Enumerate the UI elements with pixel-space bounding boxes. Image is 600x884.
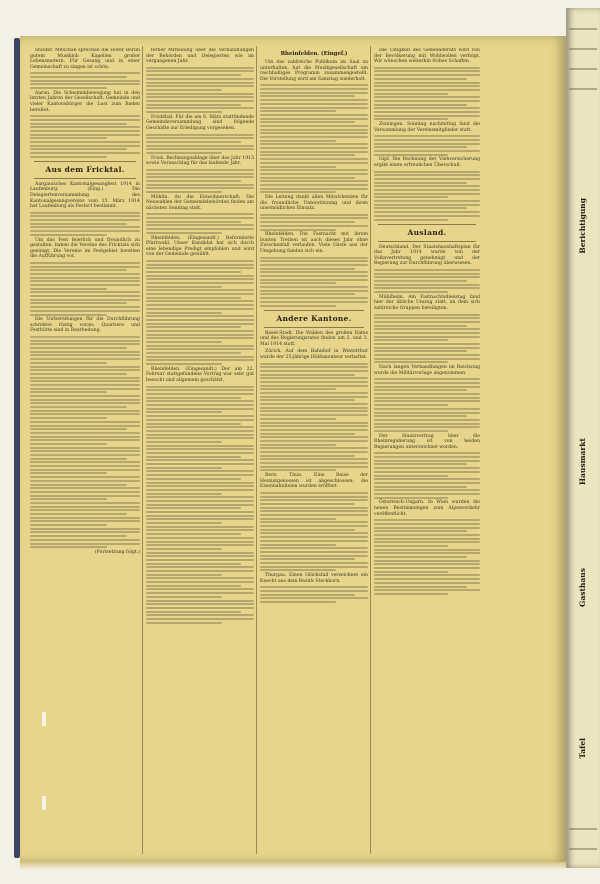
paragraph: Die Tätigkeit des Gemeinderats wird von der Bevölkerung mit Wohlwollen verfolgt. Wir wünschen weiterhin frohes Schaffen. — [374, 48, 480, 65]
newspaper-page — [20, 36, 566, 862]
column-4 — [374, 48, 480, 856]
page-edge — [20, 862, 566, 870]
section-title-andere-kantone: Andere Kantone. — [276, 313, 352, 323]
paragraph: Die Vorbereitungen für die Durchführung schreiten rüstig voran; Quartiere und Festhütte sind in Bearbeitung. — [30, 317, 140, 334]
page-tab-marker — [42, 796, 46, 810]
paragraph: Rheinfelden. (Eingesandt.) Reformierte Pfarrwahl. Unser Kandidat hat sich durch eine lebendige Predigt empfohlen und wird von der Gemeinde gewählt. — [146, 235, 254, 258]
paragraph: Frick. Rechnungsablage über das Jahr 1913 sowie Voranschlag für das laufende Jahr. — [146, 155, 254, 167]
adjacent-text-line — [569, 68, 597, 70]
text-lines — [146, 134, 254, 154]
paragraph: Mühlheim. Am Fastnachtsdienstag fand hier der übliche Umzug statt, an dem sich zahlreiche Gruppen beteiligten. — [374, 294, 480, 311]
section-title-ausland: Ausland. — [407, 227, 447, 237]
paragraph: Die Leitung dankt allen Mitwirkenden für die freundliche Unterstützung und ihren unermüdlichen Einsatz. — [260, 195, 368, 212]
paragraph: Aargauisches Kantonalgesangfest 1914 in Laufenburg. (Eing.) Die Delegiertenversammlung des Kantonalgesangvereins vom 15. März 1914 hat Laufenburg als Festort bestimmt. — [30, 181, 140, 210]
divider — [378, 241, 476, 242]
paragraph: Rheinfelden. (Eingesandt.) Der am 22. Februar stattgefundene Vortrag war sehr gut besucht und allgemein geschätzt. — [146, 366, 254, 384]
paragraph: Gipf. Die Rechnung der Viehversicherung ergibt einen erfreulichen Überschuß. — [374, 157, 480, 168]
continuation-note: (Fortsetzung folgt.) — [94, 549, 140, 555]
adjacent-text-line — [569, 28, 597, 30]
text-lines — [260, 492, 368, 571]
text-lines — [146, 386, 254, 624]
text-lines — [260, 586, 368, 603]
adjacent-text-line — [569, 88, 597, 90]
text-lines — [146, 169, 254, 193]
adjacent-page — [566, 8, 600, 868]
text-lines — [260, 84, 368, 193]
adjacent-text-line — [569, 48, 597, 50]
text-lines — [374, 519, 480, 595]
column-rule — [256, 46, 257, 854]
column-rule — [370, 46, 371, 854]
column-1 — [30, 48, 140, 856]
paragraph: Möhlin. An die Einwohnerschaft: Die Neuwahlen der Gemeindebehörden finden am nächsten Sonntag statt. — [146, 194, 254, 211]
text-lines — [260, 214, 368, 231]
text-lines — [30, 115, 140, 158]
text-lines — [146, 67, 254, 113]
adjacent-ad-heading: Berichtigung — [578, 198, 587, 254]
adjacent-ad-heading: Gasthaus — [578, 568, 587, 607]
paragraph: Deutschland. Der Staatshaushaltsplan für das Jahr 1914 wurde von der Volksvertretung genehmigt und der Regierung zur Durchführung überwiesen. — [374, 244, 480, 267]
paragraph: Rheinfelden. Die Fastnacht mit ihrem bunten Treiben ist auch dieses Jahr ohne Zwischenfall verlaufen. Viele Gäste aus der Umgebung fanden sich ein. — [260, 232, 368, 254]
text-lines — [374, 135, 480, 155]
section-title-fricktal: Aus dem Fricktal. — [45, 164, 125, 174]
text-lines — [146, 260, 254, 365]
text-lines — [260, 257, 368, 307]
text-lines — [374, 314, 480, 364]
adjacent-text-line — [569, 848, 597, 850]
paragraph: Um das Fest feierlich und freundlich zu gestalten, haben die Vereine des Fricktals sich geeinigt. Die Vereine im Festgebiet bereiten die Aufführung vor. — [30, 237, 140, 260]
text-lines — [146, 213, 254, 233]
text-lines — [374, 269, 480, 293]
text-lines — [30, 72, 140, 89]
column-rule — [142, 46, 143, 854]
paragraph: Um das zahlreiche Publikum im Saal zu unterhalten, hat die Musikgesellschaft ein reichhaltiges Programm zusammengestellt. Die Vorstellung wird am Samstag wiederholt. — [260, 60, 368, 82]
divider — [264, 310, 364, 311]
text-lines — [30, 336, 140, 548]
page-tab-marker — [42, 712, 46, 726]
paragraph: Zürich. Auf dem Bahnhof in Winterthur wurde der 25-jährige Hülfsmonteur verhaftet. — [260, 349, 368, 360]
divider — [34, 161, 136, 162]
paragraph: Bern. Thun. Eine Reise der Heimatgenossen ist abgeschlossen; die Eisenbahnlinien wurden eröffnet. — [260, 473, 368, 490]
paragraph: Basel-Stadt. Die Wahlen des großen Rates und des Regierungsrates finden am 2. und 3. Mai 1914 statt. — [260, 330, 368, 347]
paragraph: Österreich-Ungarn. In Wien wurden die neuen Bestimmungen zum Alpenverkehr veröffentlicht. — [374, 500, 480, 517]
text-lines — [374, 67, 480, 121]
paragraph: Nach langen Verhandlungen im Reichstag wurde die Militärvorlage angenommen. — [374, 365, 480, 376]
paragraph: Aarau. Die Schwimmbewegung hat in den letzten Jahren der Gesellschaft, Gemeinde und vieler Kantonsbürger die Lust zum Baden bereitet. — [30, 90, 140, 113]
subheading: Rheinfelden. (Eingef.) — [280, 51, 348, 57]
text-lines — [260, 363, 368, 472]
paragraph: Thurgau. Einen Glücksfall verzeichnet ein Knecht aus dem Bezirk Steckborn. — [260, 573, 368, 584]
divider — [378, 224, 476, 225]
adjacent-ad-heading: Tafel — [578, 738, 587, 759]
column-3 — [260, 48, 368, 856]
text-lines — [30, 262, 140, 316]
paragraph: ferner Mitteilung über die Verhandlungen der Behörden und Delegierten wie im vergangenen Jahr. — [146, 48, 254, 65]
divider — [34, 178, 136, 179]
column-2 — [146, 48, 254, 856]
adjacent-text-line — [569, 828, 597, 830]
text-lines — [374, 452, 480, 498]
text-lines — [30, 212, 140, 236]
paragraph: Zeiningen. Sonntag nachmittag fand die Versammlung der Vereinsmitglieder statt. — [374, 122, 480, 133]
paragraph: Staufer. Mitschab sprechen die Hörer Berlin gutem Musiklob Kapellen großer Lebensmetern. Für Gesang und in einer Gemeinschaft zu singen ist schön. — [30, 48, 140, 70]
adjacent-ad-heading: Hausmarkt — [578, 438, 587, 486]
text-lines — [374, 171, 480, 221]
text-lines — [374, 378, 480, 432]
paragraph: Der Staatsvertrag über die Rheinregulierung ist von beiden Regierungen unterzeichnet worden. — [374, 433, 480, 450]
divider — [264, 327, 364, 328]
paragraph: Frickthal. Für die am 6. März stattfindende Gemeindeversammlung sind folgende Geschäfte zur Erledigung vorgesehen. — [146, 114, 254, 131]
